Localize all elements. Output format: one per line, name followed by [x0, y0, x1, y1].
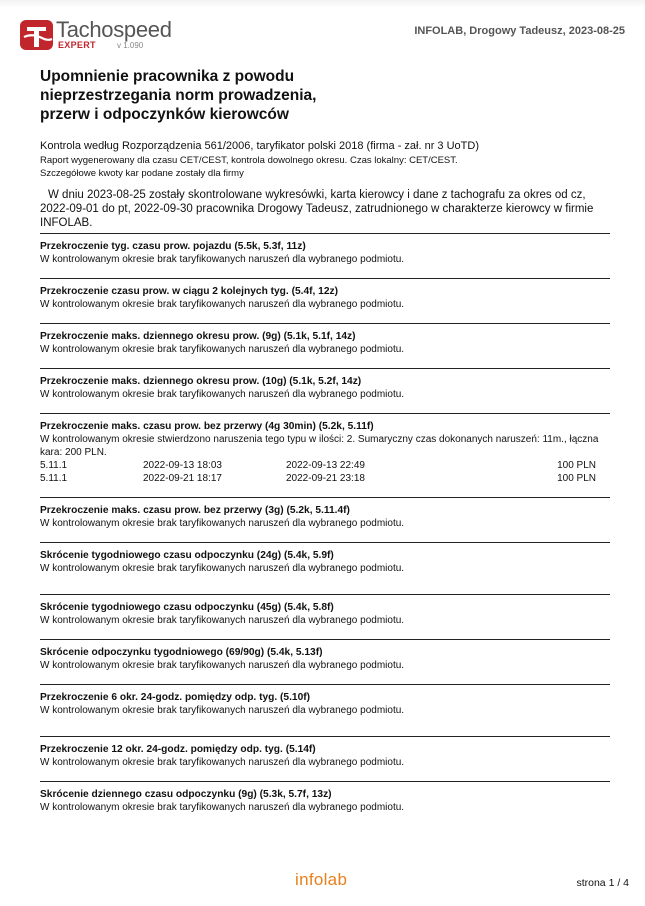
violation-fine: 100 PLN — [557, 473, 596, 484]
edition-label: EXPERT — [58, 40, 96, 50]
violation-end: 2022-09-13 22:49 — [286, 460, 365, 471]
intro-paragraph: W dniu 2023-08-25 zostały skontrolowane wykresówki, karta kierowcy i dane z tachografu za okres od cz, 2022-09-01 do pt, 2022-09-30 pracownika Drogowy Tadeusz, zatrudnionego w charakterze kierowcy w firmie INFOLAB. — [40, 189, 594, 229]
violation-start: 2022-09-21 18:17 — [143, 473, 222, 484]
violation-fine: 100 PLN — [557, 460, 596, 471]
section-body: W kontrolowanym okresie brak taryfikowanych naruszeń dla wybranego podmiotu. — [40, 660, 405, 671]
section-body: W kontrolowanym okresie brak taryfikowanych naruszeń dla wybranego podmiotu. — [40, 299, 405, 310]
section — [40, 594, 610, 639]
section-body: W kontrolowanym okresie brak taryfikowanych naruszeń dla wybranego podmiotu. — [40, 802, 405, 813]
section-title: Przekroczenie tyg. czasu prow. pojazdu (5.5k, 5.3f, 11z) — [40, 241, 306, 252]
fines-info: Szczegółowe kwoty kar podane zostały dla firmy — [40, 168, 244, 179]
page-top-shade — [0, 0, 645, 8]
version-label: v 1.090 — [117, 41, 144, 50]
violation-end: 2022-09-21 23:18 — [286, 473, 365, 484]
section-body: W kontrolowanym okresie brak taryfikowanych naruszeń dla wybranego podmiotu. — [40, 757, 405, 768]
section-body: W kontrolowanym okresie brak taryfikowanych naruszeń dla wybranego podmiotu. — [40, 389, 405, 400]
report-info: INFOLAB, Drogowy Tadeusz, 2023-08-25 — [414, 25, 625, 37]
report-time-info: Raport wygenerowany dla czasu CET/CEST, kontrola dowolnego okresu. Czas lokalny: CET/CEST. — [40, 155, 458, 166]
section — [40, 233, 610, 278]
section-title: Przekroczenie maks. czasu prow. bez przerwy (4g 30min) (5.2k, 5.11f) — [40, 421, 374, 432]
tachospeed-logo-icon — [18, 18, 58, 54]
section-title: Skrócenie tygodniowego czasu odpoczynku (24g) (5.4k, 5.9f) — [40, 550, 334, 561]
section-title: Przekroczenie czasu prow. w ciągu 2 kolejnych tyg. (5.4f, 12z) — [40, 286, 338, 297]
section — [40, 684, 610, 736]
section-title: Przekroczenie maks. dziennego okresu prow. (9g) (5.1k, 5.1f, 14z) — [40, 331, 356, 342]
violation-row — [40, 472, 610, 485]
regulation-info: Kontrola według Rozporządzenia 561/2006, taryfikator polski 2018 (firma - zał. nr 3 UoTD) — [40, 140, 479, 152]
section — [40, 413, 610, 497]
page-number: strona 1 / 4 — [576, 877, 629, 889]
section-body: W kontrolowanym okresie brak taryfikowanych naruszeń dla wybranego podmiotu. — [40, 563, 405, 574]
section-body: W kontrolowanym okresie brak taryfikowanych naruszeń dla wybranego podmiotu. — [40, 344, 405, 355]
violation-code: 5.11.1 — [40, 473, 68, 484]
violation-start: 2022-09-13 18:03 — [143, 460, 222, 471]
section-body: W kontrolowanym okresie brak taryfikowanych naruszeń dla wybranego podmiotu. — [40, 518, 405, 529]
section — [40, 278, 610, 323]
sections-list — [40, 233, 610, 826]
section-body: W kontrolowanym okresie brak taryfikowanych naruszeń dla wybranego podmiotu. — [40, 705, 405, 716]
section-title: Przekroczenie maks. czasu prow. bez przerwy (3g) (5.2k, 5.11.4f) — [40, 505, 350, 516]
violation-row — [40, 459, 610, 472]
section-title: Przekroczenie 12 okr. 24-godz. pomiędzy odp. tyg. (5.14f) — [40, 744, 316, 755]
section-body: W kontrolowanym okresie brak taryfikowanych naruszeń dla wybranego podmiotu. — [40, 615, 405, 626]
document-title: Upomnienie pracownika z powodu nieprzestrzegania norm prowadzenia, przerw i odpoczynków kierowców — [40, 68, 317, 123]
violation-code: 5.11.1 — [40, 460, 68, 471]
section-title: Skrócenie dziennego czasu odpoczynku (9g) (5.3k, 5.7f, 13z) — [40, 789, 332, 800]
section-body: W kontrolowanym okresie stwierdzono naruszenia tego typu w ilości: 2. Sumaryczny czas dokonanych naruszeń: 11m., łączna kara: 200 PLN. — [40, 434, 599, 458]
section — [40, 323, 610, 368]
section-title: Skrócenie odpoczynku tygodniowego (69/90g) (5.4k, 5.13f) — [40, 647, 323, 658]
section — [40, 368, 610, 413]
section-title: Przekroczenie 6 okr. 24-godz. pomiędzy odp. tyg. (5.10f) — [40, 692, 311, 703]
section-body: W kontrolowanym okresie brak taryfikowanych naruszeń dla wybranego podmiotu. — [40, 254, 405, 265]
infolab-logo: infolab — [295, 870, 348, 889]
brand-name: Tachospeed — [56, 17, 172, 42]
section — [40, 639, 610, 684]
section-title: Przekroczenie maks. dziennego okresu prow. (10g) (5.1k, 5.2f, 14z) — [40, 376, 362, 387]
section — [40, 542, 610, 594]
section-title: Skrócenie tygodniowego czasu odpoczynku (45g) (5.4k, 5.8f) — [40, 602, 334, 613]
section — [40, 781, 610, 826]
section — [40, 497, 610, 542]
section — [40, 736, 610, 781]
